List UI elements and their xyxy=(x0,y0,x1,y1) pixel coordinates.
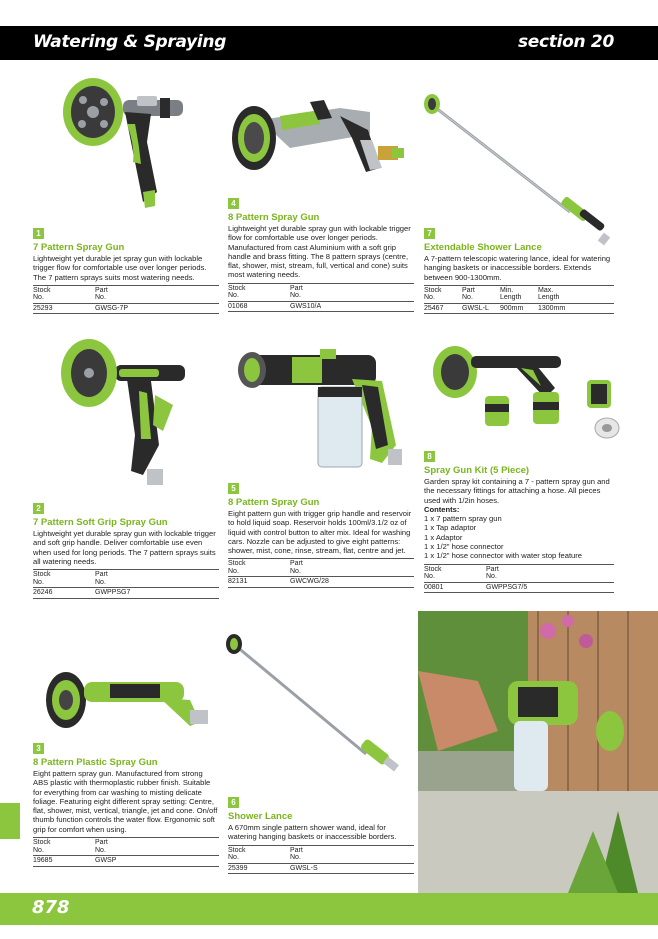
product-block-7 xyxy=(424,223,614,314)
product-number-badge: 2 xyxy=(33,503,44,514)
product-name: 7 Pattern Spray Gun xyxy=(33,242,125,253)
product-number-badge: 1 xyxy=(33,228,44,239)
page-header xyxy=(0,26,658,60)
stock-number: 19685 xyxy=(33,856,95,867)
product-block-2 xyxy=(33,498,219,599)
part-number: GWSL-S xyxy=(290,863,414,874)
contents-label: Contents: xyxy=(424,504,460,514)
product-spec-table: Stock Part No. No. 25399 GWSL-S xyxy=(228,845,414,875)
product-block-4 xyxy=(228,193,414,312)
product-image-spray-gun-8-pattern-metal xyxy=(220,90,410,195)
min-length: 900mm xyxy=(500,303,538,314)
section-side-tab xyxy=(0,803,20,839)
page-number: 878 xyxy=(32,897,70,918)
product-description: Lightweight yet durable jet spray gun with lockable trigger flow for comfortable use over longer periods. The 7 pattern sprays suits most watering needs. xyxy=(33,254,207,282)
product-image-shower-lance xyxy=(222,632,412,782)
product-number-badge: 3 xyxy=(33,743,44,754)
product-block-3 xyxy=(33,738,219,867)
product-description: Eight pattern gun with trigger grip handle and reservoir to hold liquid soap. Reservoir holds 100ml/3.1/2 oz of liquid with control button to alter mix. Ideal for washing cars. Nozzle can be adjusted to give eight patterns: shower, mist, cone, rinse, stream, flat, centre and jet. xyxy=(228,509,412,556)
product-image-plastic-spray-gun xyxy=(40,660,215,735)
product-name: Spray Gun Kit (5 Piece) xyxy=(424,465,530,476)
product-name: 8 Pattern Spray Gun xyxy=(228,497,320,508)
product-block-1 xyxy=(33,223,219,314)
part-number: GWSG-7P xyxy=(95,303,219,314)
product-description: Lightweight yet durable spray gun with lockable trigger flow for comfortable use over longer periods. Manufactured from cast Aluminium with a soft grip handle and brass fitting. The 8 pattern sprays (centre, flat, shower, mist, stream, full, vertical and cone) suits most watering needs. xyxy=(228,224,411,280)
product-spec-table: Stock Part No. No. 01068 GWS10/A xyxy=(228,283,414,313)
product-description: A 7-pattern telescopic watering lance, ideal for watering hanging baskets or inaccessible borders. Extends between 900-1300mm. xyxy=(424,254,611,282)
contents-item: 1 x 7 pattern spray gun xyxy=(424,514,502,524)
stock-number: 25293 xyxy=(33,303,95,314)
part-number: GWPPSG7 xyxy=(95,588,219,599)
spec-header-part: Part xyxy=(95,285,219,294)
product-number-badge: 6 xyxy=(228,797,239,808)
product-spec-table: Stock Part No. No. 82131 GWCWG/28 xyxy=(228,558,414,588)
part-number: GWCWG/28 xyxy=(290,577,414,588)
product-spec-table: Stock Part No. No. 00801 GWPPSG7/5 xyxy=(424,564,614,594)
contents-item: 1 x Tap adaptor xyxy=(424,523,477,533)
product-image-spray-gun-7-pattern xyxy=(55,72,195,222)
product-description: Lightweight yet durable spray gun with lockable trigger and soft grip handle. Deliver comfortable use even when used for long periods. The 7 pattern sprays suits all watering needs. xyxy=(33,529,216,566)
contents-item: 1 x Adaptor xyxy=(424,532,463,542)
product-name: Extendable Shower Lance xyxy=(424,242,542,253)
product-name: 8 Pattern Plastic Spray Gun xyxy=(33,757,158,768)
product-number-badge: 7 xyxy=(424,228,435,239)
part-number: GWSP xyxy=(95,856,219,867)
stock-number: 25399 xyxy=(228,863,290,874)
product-spec-table: Stock Part Min. Max. No. No. Length Length 25467 GWSL-L 900mm 1300mm xyxy=(424,285,614,315)
product-number-badge: 5 xyxy=(228,483,239,494)
page-title: Watering & Spraying xyxy=(33,32,227,52)
part-number: GWS10/A xyxy=(290,301,414,312)
stock-number: 01068 xyxy=(228,301,290,312)
product-image-spray-gun-kit xyxy=(425,340,625,445)
contents-item: 1 x 1/2" hose connector with water stop feature xyxy=(424,551,583,561)
product-name: Shower Lance xyxy=(228,811,293,822)
product-block-6 xyxy=(228,792,414,874)
product-image-soft-grip-spray-gun xyxy=(55,335,195,495)
footer-bar xyxy=(0,893,658,925)
lifestyle-photo-garden-spraying xyxy=(418,611,658,893)
product-number-badge: 8 xyxy=(424,451,435,462)
product-spec-table: Stock Part No. No. 26246 GWPPSG7 xyxy=(33,569,219,599)
product-description: Eight pattern spray gun. Manufactured from strong ABS plastic with thermoplastic rubber finish. Suitable for everything from car washing to misting delicate foliage. Featuring eight different spray setting: Centre, flat, shower, mist, vertical, triangle, jet and cone. On/off thumb function controls the water flow. Ergonomic soft grip for comfort when using. xyxy=(33,769,218,834)
spec-header-stock: Stock xyxy=(33,285,95,294)
product-name: 7 Pattern Soft Grip Spray Gun xyxy=(33,517,168,528)
stock-number: 26246 xyxy=(33,588,95,599)
product-number-badge: 4 xyxy=(228,198,239,209)
product-description: A 670mm single pattern shower wand, ideal for watering hanging baskets or inaccessible borders. xyxy=(228,823,397,842)
contents-item: 1 x 1/2" hose connector xyxy=(424,542,504,552)
stock-number: 25467 xyxy=(424,303,462,314)
max-length: 1300mm xyxy=(538,303,614,314)
stock-number: 00801 xyxy=(424,582,486,593)
part-number: GWPPSG7/5 xyxy=(486,582,614,593)
product-spec-table: Stock Part No. No. 25293 GWSG-7P xyxy=(33,285,219,315)
product-description: Garden spray kit containing a 7 - pattern spray gun and the necessary fittings for attaching a hose. All pieces used with 1/2in hoses. Contents: 1 x 7 pattern spray gun 1 x Tap adaptor 1 x Adaptor 1 x 1/2" hose connector 1 x 1/2" hose connector with water stop feature xyxy=(424,477,614,561)
product-block-8 xyxy=(424,446,614,593)
stock-number: 82131 xyxy=(228,577,290,588)
product-spec-table: Stock Part No. No. 19685 GWSP xyxy=(33,837,219,867)
part-number: GWSL-L xyxy=(462,303,500,314)
product-image-spray-gun-reservoir xyxy=(232,345,412,475)
product-name: 8 Pattern Spray Gun xyxy=(228,212,320,223)
product-block-5 xyxy=(228,478,414,588)
section-label: section 20 xyxy=(517,32,614,52)
